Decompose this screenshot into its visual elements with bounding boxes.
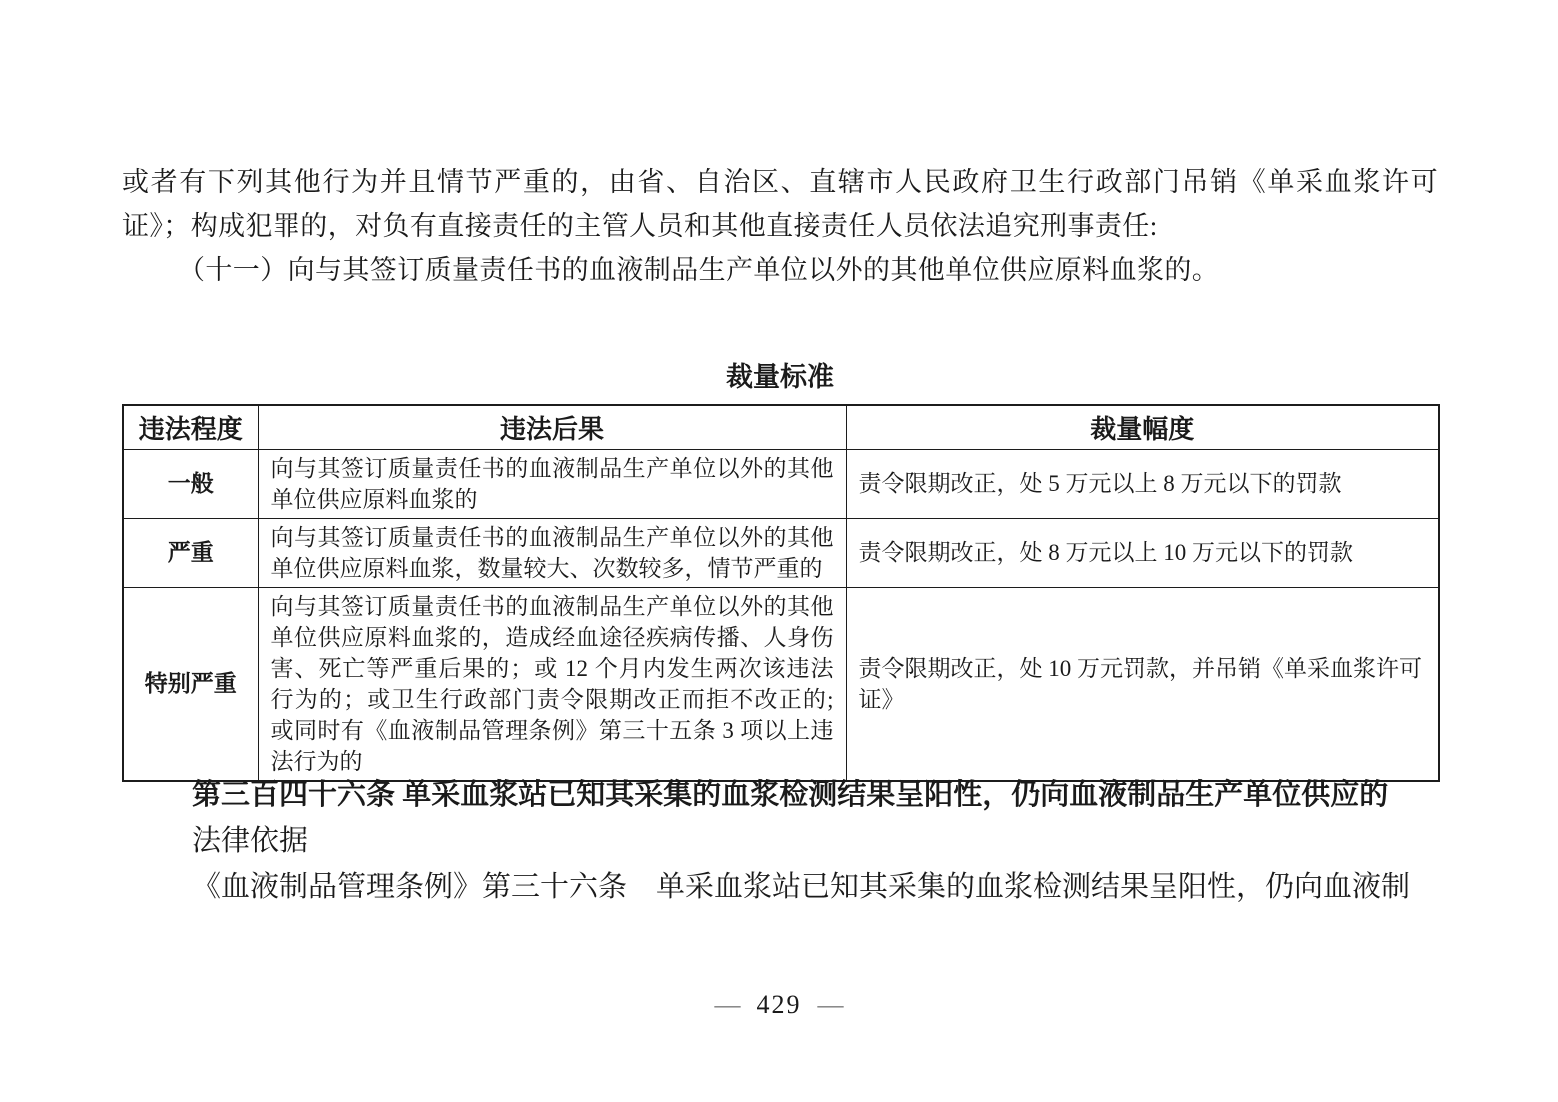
header-violation-consequence: 违法后果 bbox=[258, 405, 846, 449]
paragraph-item-11: （十一）向与其签订质量责任书的血液制品生产单位以外的其他单位供应原料血浆的。 bbox=[178, 255, 1220, 285]
footer-right-dash: — bbox=[817, 990, 844, 1019]
top-paragraph-block bbox=[122, 160, 1438, 292]
table-header-row bbox=[123, 405, 1439, 449]
table-title: 裁量标准 bbox=[726, 362, 834, 392]
table-row bbox=[123, 449, 1439, 518]
cell-level-especially-serious: 特别严重 bbox=[123, 587, 258, 781]
cell-discretion-general: 责令限期改正，处 5 万元以上 8 万元以下的罚款 bbox=[846, 449, 1439, 518]
table-row bbox=[123, 518, 1439, 587]
cell-level-general: 一般 bbox=[123, 449, 258, 518]
discretion-standards-table bbox=[122, 404, 1440, 782]
legal-basis-body: 《血液制品管理条例》第三十六条 单采血浆站已知其采集的血浆检测结果呈阳性，仍向血液制 bbox=[192, 871, 1411, 903]
article-346-heading: 第三百四十六条 单采血浆站已知其采集的血浆检测结果呈阳性，仍向血液制品生产单位供应的 bbox=[192, 779, 1389, 811]
page-number: 429 bbox=[756, 990, 802, 1019]
paragraph-continuation: 或者有下列其他行为并且情节严重的，由省、自治区、直辖市人民政府卫生行政部门吊销《单采血浆许可证》；构成犯罪的，对负有直接责任的主管人员和其他直接责任人员依法追究刑事责任: bbox=[122, 167, 1438, 241]
table-row bbox=[123, 587, 1439, 781]
cell-discretion-especially-serious: 责令限期改正，处 10 万元罚款，并吊销《单采血浆许可证》 bbox=[846, 587, 1439, 781]
header-violation-level: 违法程度 bbox=[123, 405, 258, 449]
cell-consequence-general: 向与其签订质量责任书的血液制品生产单位以外的其他单位供应原料血浆的 bbox=[258, 449, 846, 518]
cell-consequence-serious: 向与其签订质量责任书的血液制品生产单位以外的其他单位供应原料血浆，数量较大、次数较多，情节严重的 bbox=[258, 518, 846, 587]
legal-basis-label: 法律依据 bbox=[192, 825, 309, 857]
header-discretion-range: 裁量幅度 bbox=[846, 405, 1439, 449]
page-footer bbox=[0, 988, 1558, 1022]
cell-level-serious: 严重 bbox=[123, 518, 258, 587]
bottom-section bbox=[122, 772, 1438, 910]
footer-left-dash: — bbox=[714, 990, 741, 1019]
cell-discretion-serious: 责令限期改正，处 8 万元以上 10 万元以下的罚款 bbox=[846, 518, 1439, 587]
cell-consequence-especially-serious: 向与其签订质量责任书的血液制品生产单位以外的其他单位供应原料血浆的，造成经血途径疾病传播、人身伤害、死亡等严重后果的；或 12 个月内发生两次该违法行为的；或卫生行政部门责令限期改正而拒不改正的; 或同时有《血液制品管理条例》第三十五条 3 项以上违法行为的 bbox=[258, 587, 846, 781]
